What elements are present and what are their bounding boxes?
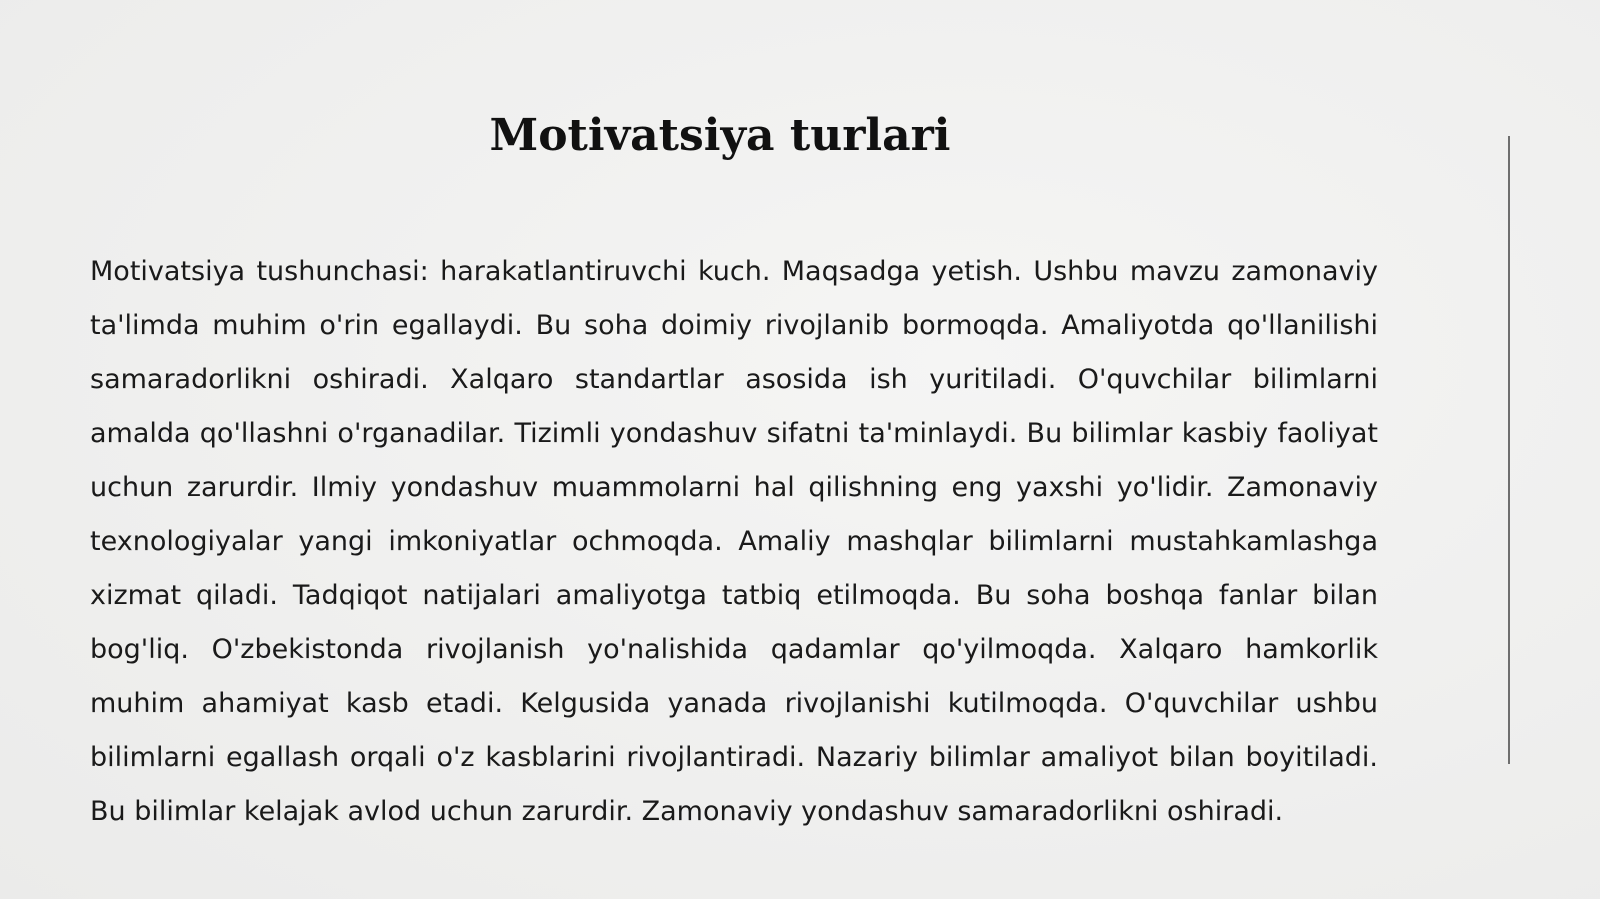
slide-body-text: Motivatsiya tushunchasi: harakatlantiruvchi kuch. Maqsadga yetish. Ushbu mavzu zamonaviy ta'limda muhim o'rin egallaydi. Bu soha doimiy rivojlanib bormoqda. Amaliyotda qo'llanilishi samaradorlikni oshiradi. Xalqaro standartlar asosida ish yuritiladi. O'quvchilar bilimlarni amalda qo'llashni o'rganadilar. Tizimli yondashuv sifatni ta'minlaydi. Bu bilimlar kasbiy faoliyat uchun zarurdir. Ilmiy yondashuv muammolarni hal qilishning eng yaxshi yo'lidir. Zamonaviy texnologiyalar yangi imkoniyatlar ochmoqda. Amaliy mashqlar bilimlarni mustahkamlashga xizmat qiladi. Tadqiqot natijalari amaliyotga tatbiq etilmoqda. Bu soha boshqa fanlar bilan bog'liq. O'zbekistonda rivojlanish yo'nalishida qadamlar qo'yilmoqda. Xalqaro hamkorlik muhim ahamiyat kasb etadi. Kelgusida yanada rivojlanishi kutilmoqda. O'quvchilar ushbu bilimlarni egallash orqali o'z kasblarini rivojlantiradi. Nazariy bilimlar amaliyot bilan boyitiladi. Bu bilimlar kelajak avlod uchun zarurdir. Zamonaviy yondashuv samaradorlikni oshiradi.	[90, 256, 1378, 827]
vertical-divider	[1508, 136, 1510, 764]
slide-title: Motivatsiya turlari	[489, 110, 951, 161]
